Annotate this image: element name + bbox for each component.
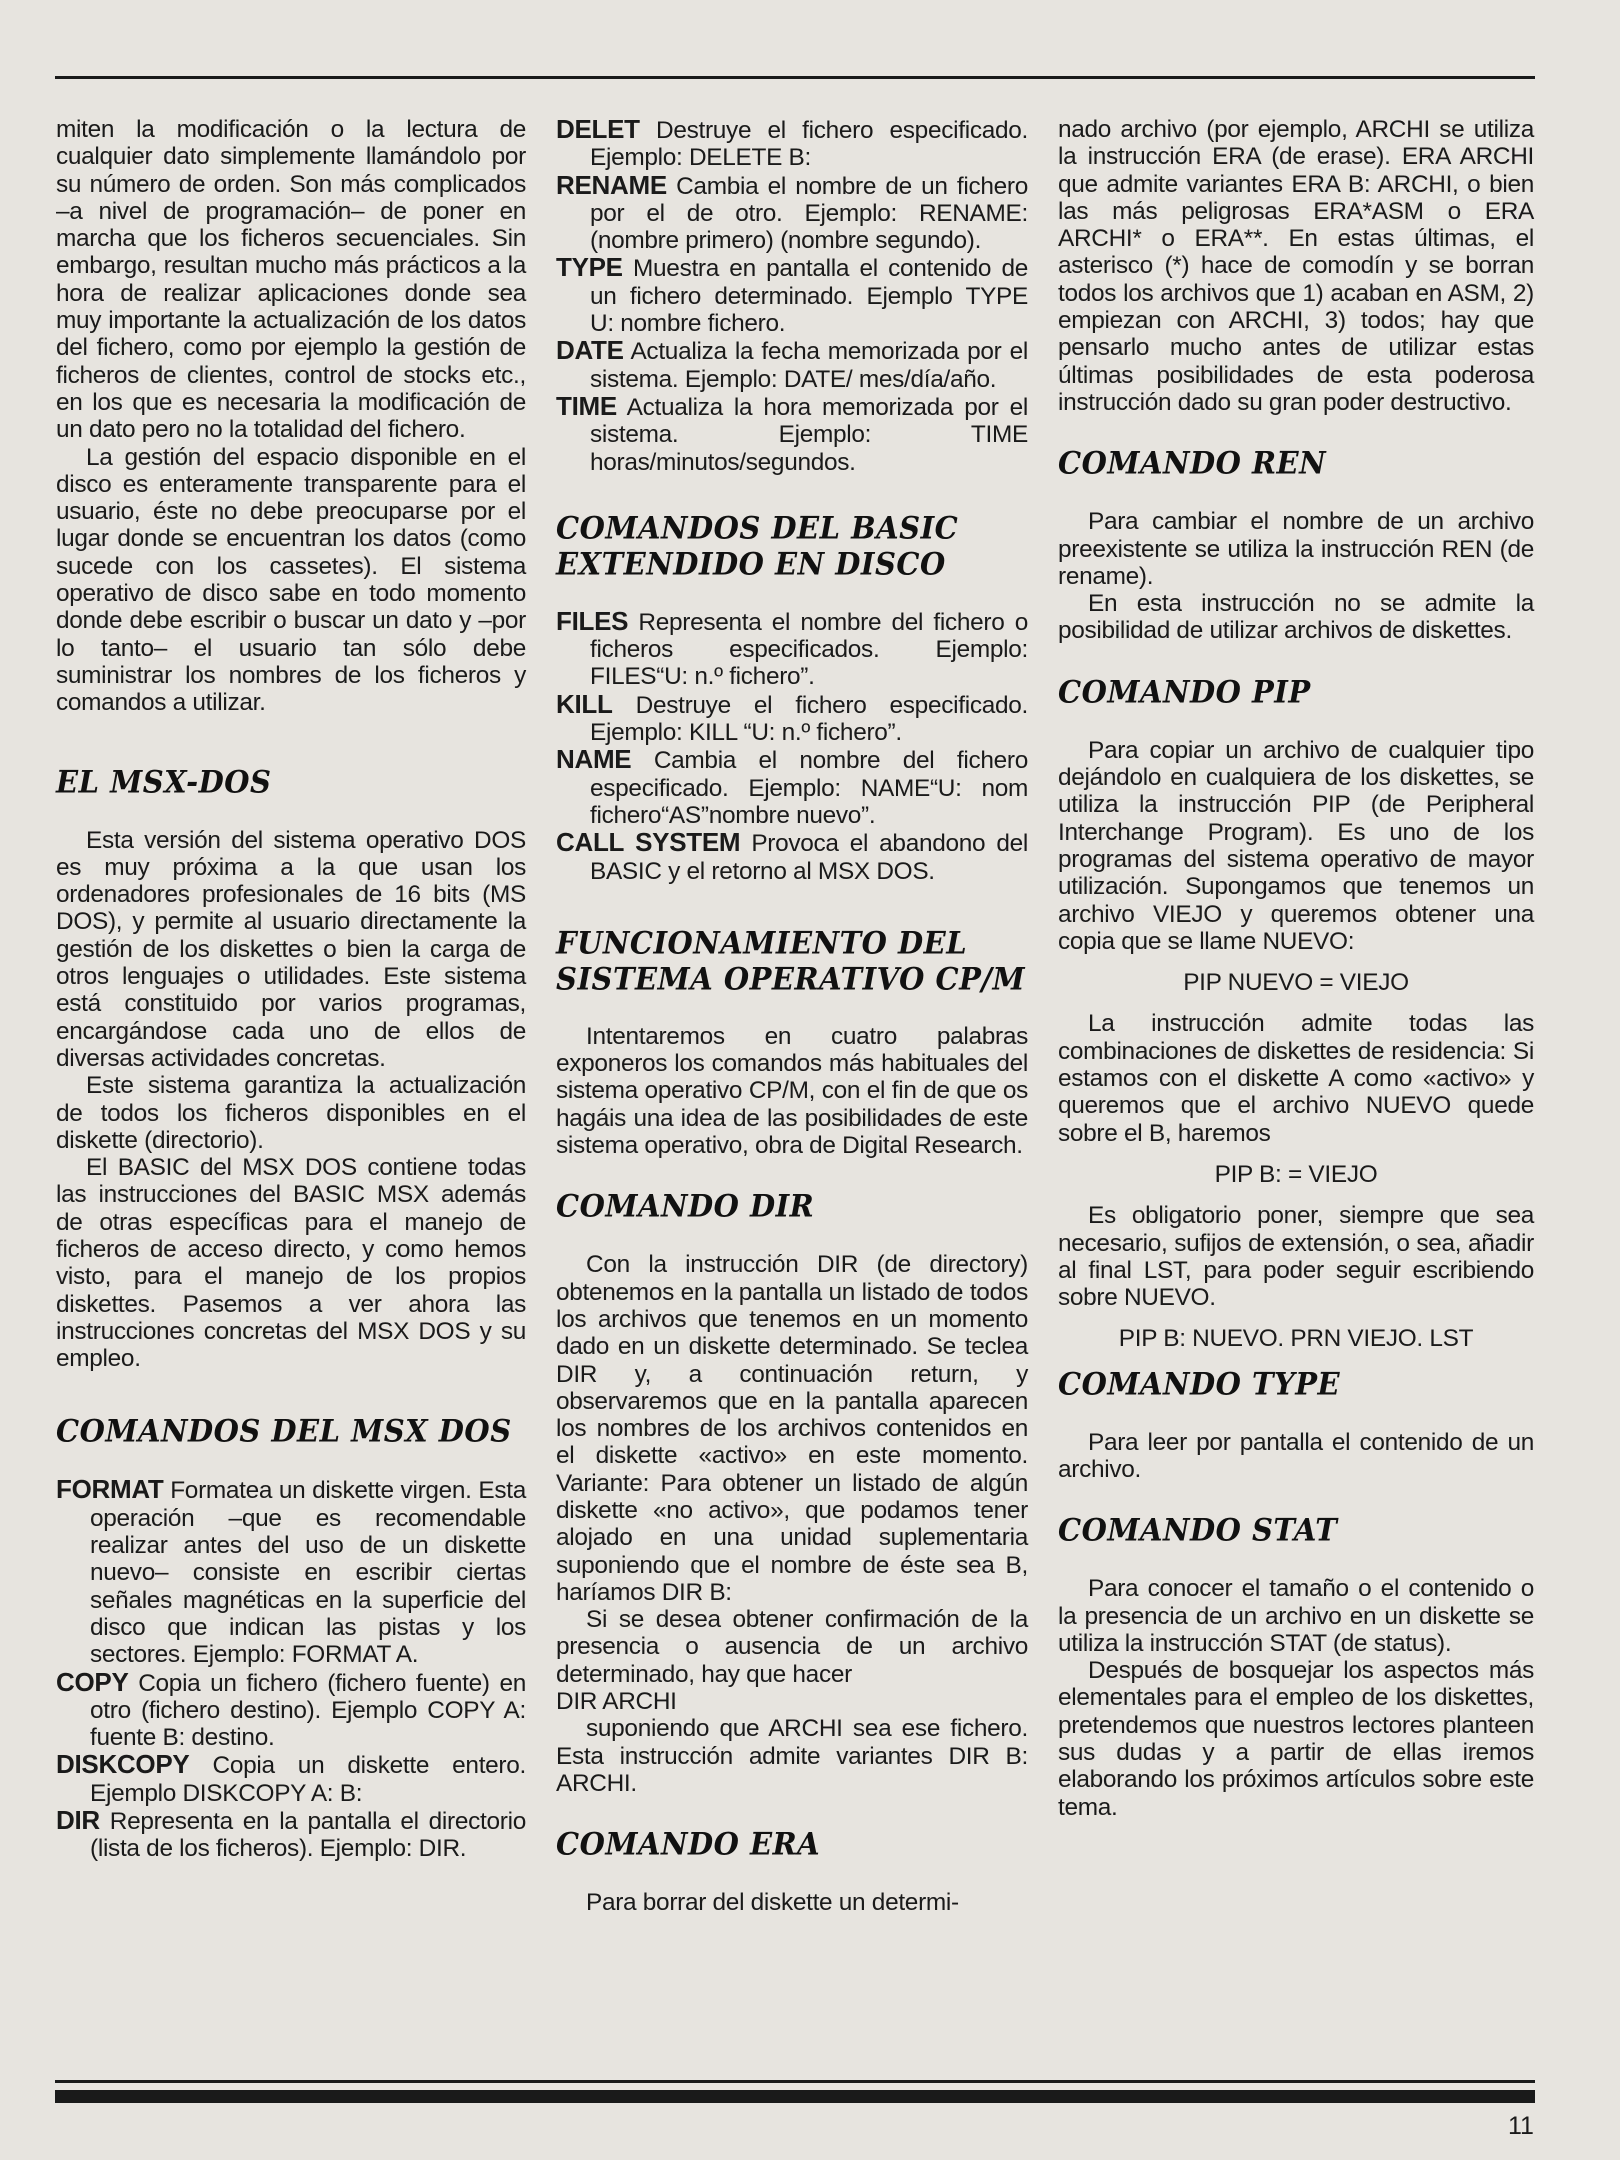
section-heading-comando-ren: COMANDO REN <box>1058 445 1327 482</box>
paragraph: Para leer por pantalla el contenido de un archivo. <box>1058 1428 1534 1483</box>
paragraph: En esta instrucción no se admite la posibilidad de utilizar archivos de diskettes. <box>1058 590 1534 645</box>
command-definition <box>56 1666 526 1752</box>
paragraph: Si se desea obtener confirmación de la presencia o ausencia de un archivo determinado, hay que hacer <box>556 1606 1028 1688</box>
command-description: Copia un fichero (fichero fuente) en otro (fichero destino). Ejemplo COPY A: fuente B: destino. <box>90 1669 526 1752</box>
command-term: DELET <box>556 114 640 144</box>
command-definition <box>556 116 1028 172</box>
command-description: Formatea un diskette virgen. Esta operación –que es recomendable realizar antes del uso de un diskette nuevo– consiste en escribir ciertas señales magnéticas en la superficie del disco que indican las pistas y los sectores. Ejemplo: FORMAT A. <box>90 1477 526 1669</box>
paragraph: Este sistema garantiza la actualización de todos los ficheros disponibles en el diskette (directorio). <box>56 1072 526 1154</box>
paragraph: Para conocer el tamaño o el contenido o la presencia de un archivo en un diskette se utiliza la instrucción STAT (de status). <box>1058 1575 1534 1657</box>
command-definition <box>56 1476 526 1668</box>
command-definition <box>56 1751 526 1807</box>
command-term: KILL <box>556 688 613 719</box>
paragraph: Después de bosquejar los aspectos más elementales para el empleo de los diskettes, pretendemos que nuestros lectores planteen sus dudas y a partir de ellas iremos elaborando los próximos artículos sobre este tema. <box>1058 1657 1534 1821</box>
top-rule <box>55 76 1535 79</box>
section-heading-comando-pip: COMANDO PIP <box>1058 673 1311 710</box>
command-definition <box>556 390 1028 476</box>
command-description: Cambia el nombre de un fichero por el de otro. Ejemplo: RENAME: (nombre primero) (nombre segundo). <box>590 172 1028 255</box>
command-term: TYPE <box>556 252 623 283</box>
command-term: DIR <box>56 1805 100 1836</box>
column-1 <box>56 116 526 1863</box>
column-2 <box>556 116 1028 1917</box>
section-heading-cpm: FUNCIONAMIENTO DEL SISTEMA OPERATIVO CP/M <box>556 925 1026 997</box>
paragraph: Intentaremos en cuatro palabras exponeros los comandos más habituales del sistema operativo CP/M, con el fin de que os hagáis una idea de las posibilidades de este sistema operativo, obra de Digital Research. <box>556 1022 1028 1160</box>
command-term: DISKCOPY <box>56 1749 190 1780</box>
command-term: NAME <box>556 744 632 775</box>
paragraph: Con la instrucción DIR (de directory) obtenemos en la pantalla un listado de todos los archivos que tenemos en un momento dado en un diskette determinado. Se teclea DIR y, a continuación return, y observaremos que en la pantalla aparecen los nombres de los archivos contenidos en el diskette «activo» en este momento. Variante: Para obtener un listado de algún diskette «no activo», que podamos tener alojado en una unidad suplementaria suponiendo que el nombre de éste sea B, haríamos DIR B: <box>556 1251 1028 1606</box>
command-term: DATE <box>556 335 624 366</box>
command-definition <box>556 688 1028 747</box>
command-description: Actualiza la fecha memorizada por el sistema. Ejemplo: DATE/ mes/día/año. <box>590 338 1028 393</box>
paragraph: Esta versión del sistema operativo DOS es muy próxima a la que usan los ordenadores profesionales de 16 bits (MS DOS), y permite al usuario directamente la gestión de los diskettes o bien la carga de otros lenguajes o utilidades. Este sistema está constituido por varios programas, encargándose cada uno de ellos de diversas actividades concretas. <box>56 826 526 1072</box>
command-term: FORMAT <box>56 1474 164 1505</box>
section-heading-comando-type: COMANDO TYPE <box>1058 1365 1341 1402</box>
section-heading-msx-dos: EL MSX-DOS <box>56 763 272 800</box>
command-definition <box>556 337 1028 393</box>
command-description: Destruye el fichero especificado. Ejemplo: KILL “U: n.º fichero”. <box>590 691 1028 747</box>
command-term: FILES <box>556 605 629 636</box>
bottom-rule-thin <box>55 2080 1535 2083</box>
command-description: Representa el nombre del fichero o ficheros especificados. Ejemplo: FILES“U: n.º fichero”. <box>590 608 1028 691</box>
paragraph: La instrucción admite todas las combinaciones de diskettes de residencia: Si estamos con el diskette A como «activo» y queremos que el archivo NUEVO quede sobre el B, haremos <box>1058 1010 1534 1147</box>
command-description: Actualiza la hora memorizada por el sistema. Ejemplo: TIME horas/minutos/segundos. <box>590 393 1028 476</box>
page-number: 11 <box>1508 2112 1534 2140</box>
paragraph: Para copiar un archivo de cualquier tipo dejándolo en cualquiera de los diskettes, se utiliza la instrucción PIP (de Peripheral Interchange Program). Es uno de los programas del sistema operativo de mayor utilización. Supongamos que tenemos un archivo VIEJO y queremos obtener una copia que se llame NUEVO: <box>1058 736 1534 955</box>
section-heading-basic-extendido: COMANDOS DEL BASIC EXTENDIDO EN DISCO <box>556 510 959 582</box>
bottom-rule-thick <box>55 2090 1535 2103</box>
command-description: Cambia el nombre del fichero especificado. Ejemplo: NAME“U: nom fichero“AS”nombre nuevo”. <box>590 747 1028 829</box>
command-definition <box>556 254 1028 337</box>
command-description: Copia un diskette entero. Ejemplo DISKCOPY A: B: <box>90 1752 526 1807</box>
section-heading-comando-stat: COMANDO STAT <box>1058 1512 1338 1549</box>
code-line: PIP B: NUEVO. PRN VIEJO. LST <box>1118 1325 1474 1353</box>
code-line: PIP NUEVO = VIEJO <box>1183 969 1409 997</box>
section-heading-comandos-msx-dos: COMANDOS DEL MSX DOS <box>56 1413 512 1450</box>
code-line: PIP B: = VIEJO <box>1214 1160 1378 1188</box>
command-description: Representa en la pantalla el directorio (lista de los ficheros). Ejemplo: DIR. <box>90 1808 526 1863</box>
command-definition <box>556 169 1028 255</box>
command-description: Provoca el abandono del BASIC y el retorno al MSX DOS. <box>590 830 1028 885</box>
section-heading-comando-dir: COMANDO DIR <box>556 1188 815 1225</box>
column-3 <box>1058 116 1534 1821</box>
command-description: Destruye el fichero especificado. Ejemplo: DELETE B: <box>590 117 1028 172</box>
command-description: Muestra en pantalla el contenido de un fichero determinado. Ejemplo TYPE U: nombre fichero. <box>590 255 1029 338</box>
paragraph: Es obligatorio poner, siempre que sea necesario, sufijos de extensión, o sea, añadir al final LST, para poder seguir escribiendo sobre NUEVO. <box>1058 1202 1534 1312</box>
command-term: RENAME <box>556 169 667 200</box>
paragraph: El BASIC del MSX DOS contiene todas las instrucciones del BASIC MSX además de otras específicas para el manejo de ficheros de acceso directo, y como hemos visto, para el manejo de los propios diskettes. Pasemos a ver ahora las instrucciones concretas del MSX DOS y su empleo. <box>56 1154 526 1373</box>
command-definition <box>556 605 1028 691</box>
section-heading-comando-era: COMANDO ERA <box>556 1826 821 1863</box>
command-definition <box>556 746 1028 829</box>
paragraph: miten la modificación o la lectura de cualquier dato simplemente llamándolo por su número de orden. Son más complicados –a nivel de programación– de poner en marcha que los ficheros secuenciales. Sin embargo, resultan mucho más prácticos a la hora de realizar aplicaciones donde sea muy importante la actualización de los datos del fichero, como por ejemplo la gestión de ficheros de clientes, control de stocks etc., en los que es necesaria la modificación de un dato pero no la totalidad del fichero. <box>56 116 526 444</box>
command-term: COPY <box>56 1666 129 1697</box>
paragraph: Para cambiar el nombre de un archivo preexistente se utiliza la instrucción REN (de rename). <box>1058 508 1534 590</box>
paragraph: nado archivo (por ejemplo, ARCHI se utiliza la instrucción ERA (de erase). ERA ARCHI que admite variantes ERA B: ARCHI, o bien las más peligrosas ERA*ASM o ERA ARCHI* o ERA**. En estas últimas, el asterisco (*) hace de comodín y se borran todos los archivos que 1) acaban en ASM, 2) empiezan con ARCHI, 3) todos; hay que pensarlo mucho antes de utilizar estas últimas posibilidades de esta poderosa instrucción dado su gran poder destructivo. <box>1058 116 1534 416</box>
paragraph: Para borrar del diskette un determi- <box>586 1889 959 1917</box>
paragraph: suponiendo que ARCHI sea ese fichero. Esta instrucción admite variantes DIR B: ARCHI. <box>556 1715 1028 1797</box>
paragraph: La gestión del espacio disponible en el disco es enteramente transparente para el usuario, éste no debe preocuparse por el lugar donde se encuentran los datos (como sucede con los cassetes). El sistema operativo de disco sabe en todo momento donde debe escribir o buscar un dato y –por lo tanto– el usuario tan sólo debe suministrar los nombres de los ficheros y comandos a utilizar. <box>56 443 526 717</box>
command-definition <box>56 1807 526 1863</box>
command-term: CALL SYSTEM <box>556 827 741 858</box>
code-line: DIR ARCHI <box>556 1688 677 1716</box>
command-term: TIME <box>556 390 617 421</box>
command-definition <box>556 829 1028 885</box>
